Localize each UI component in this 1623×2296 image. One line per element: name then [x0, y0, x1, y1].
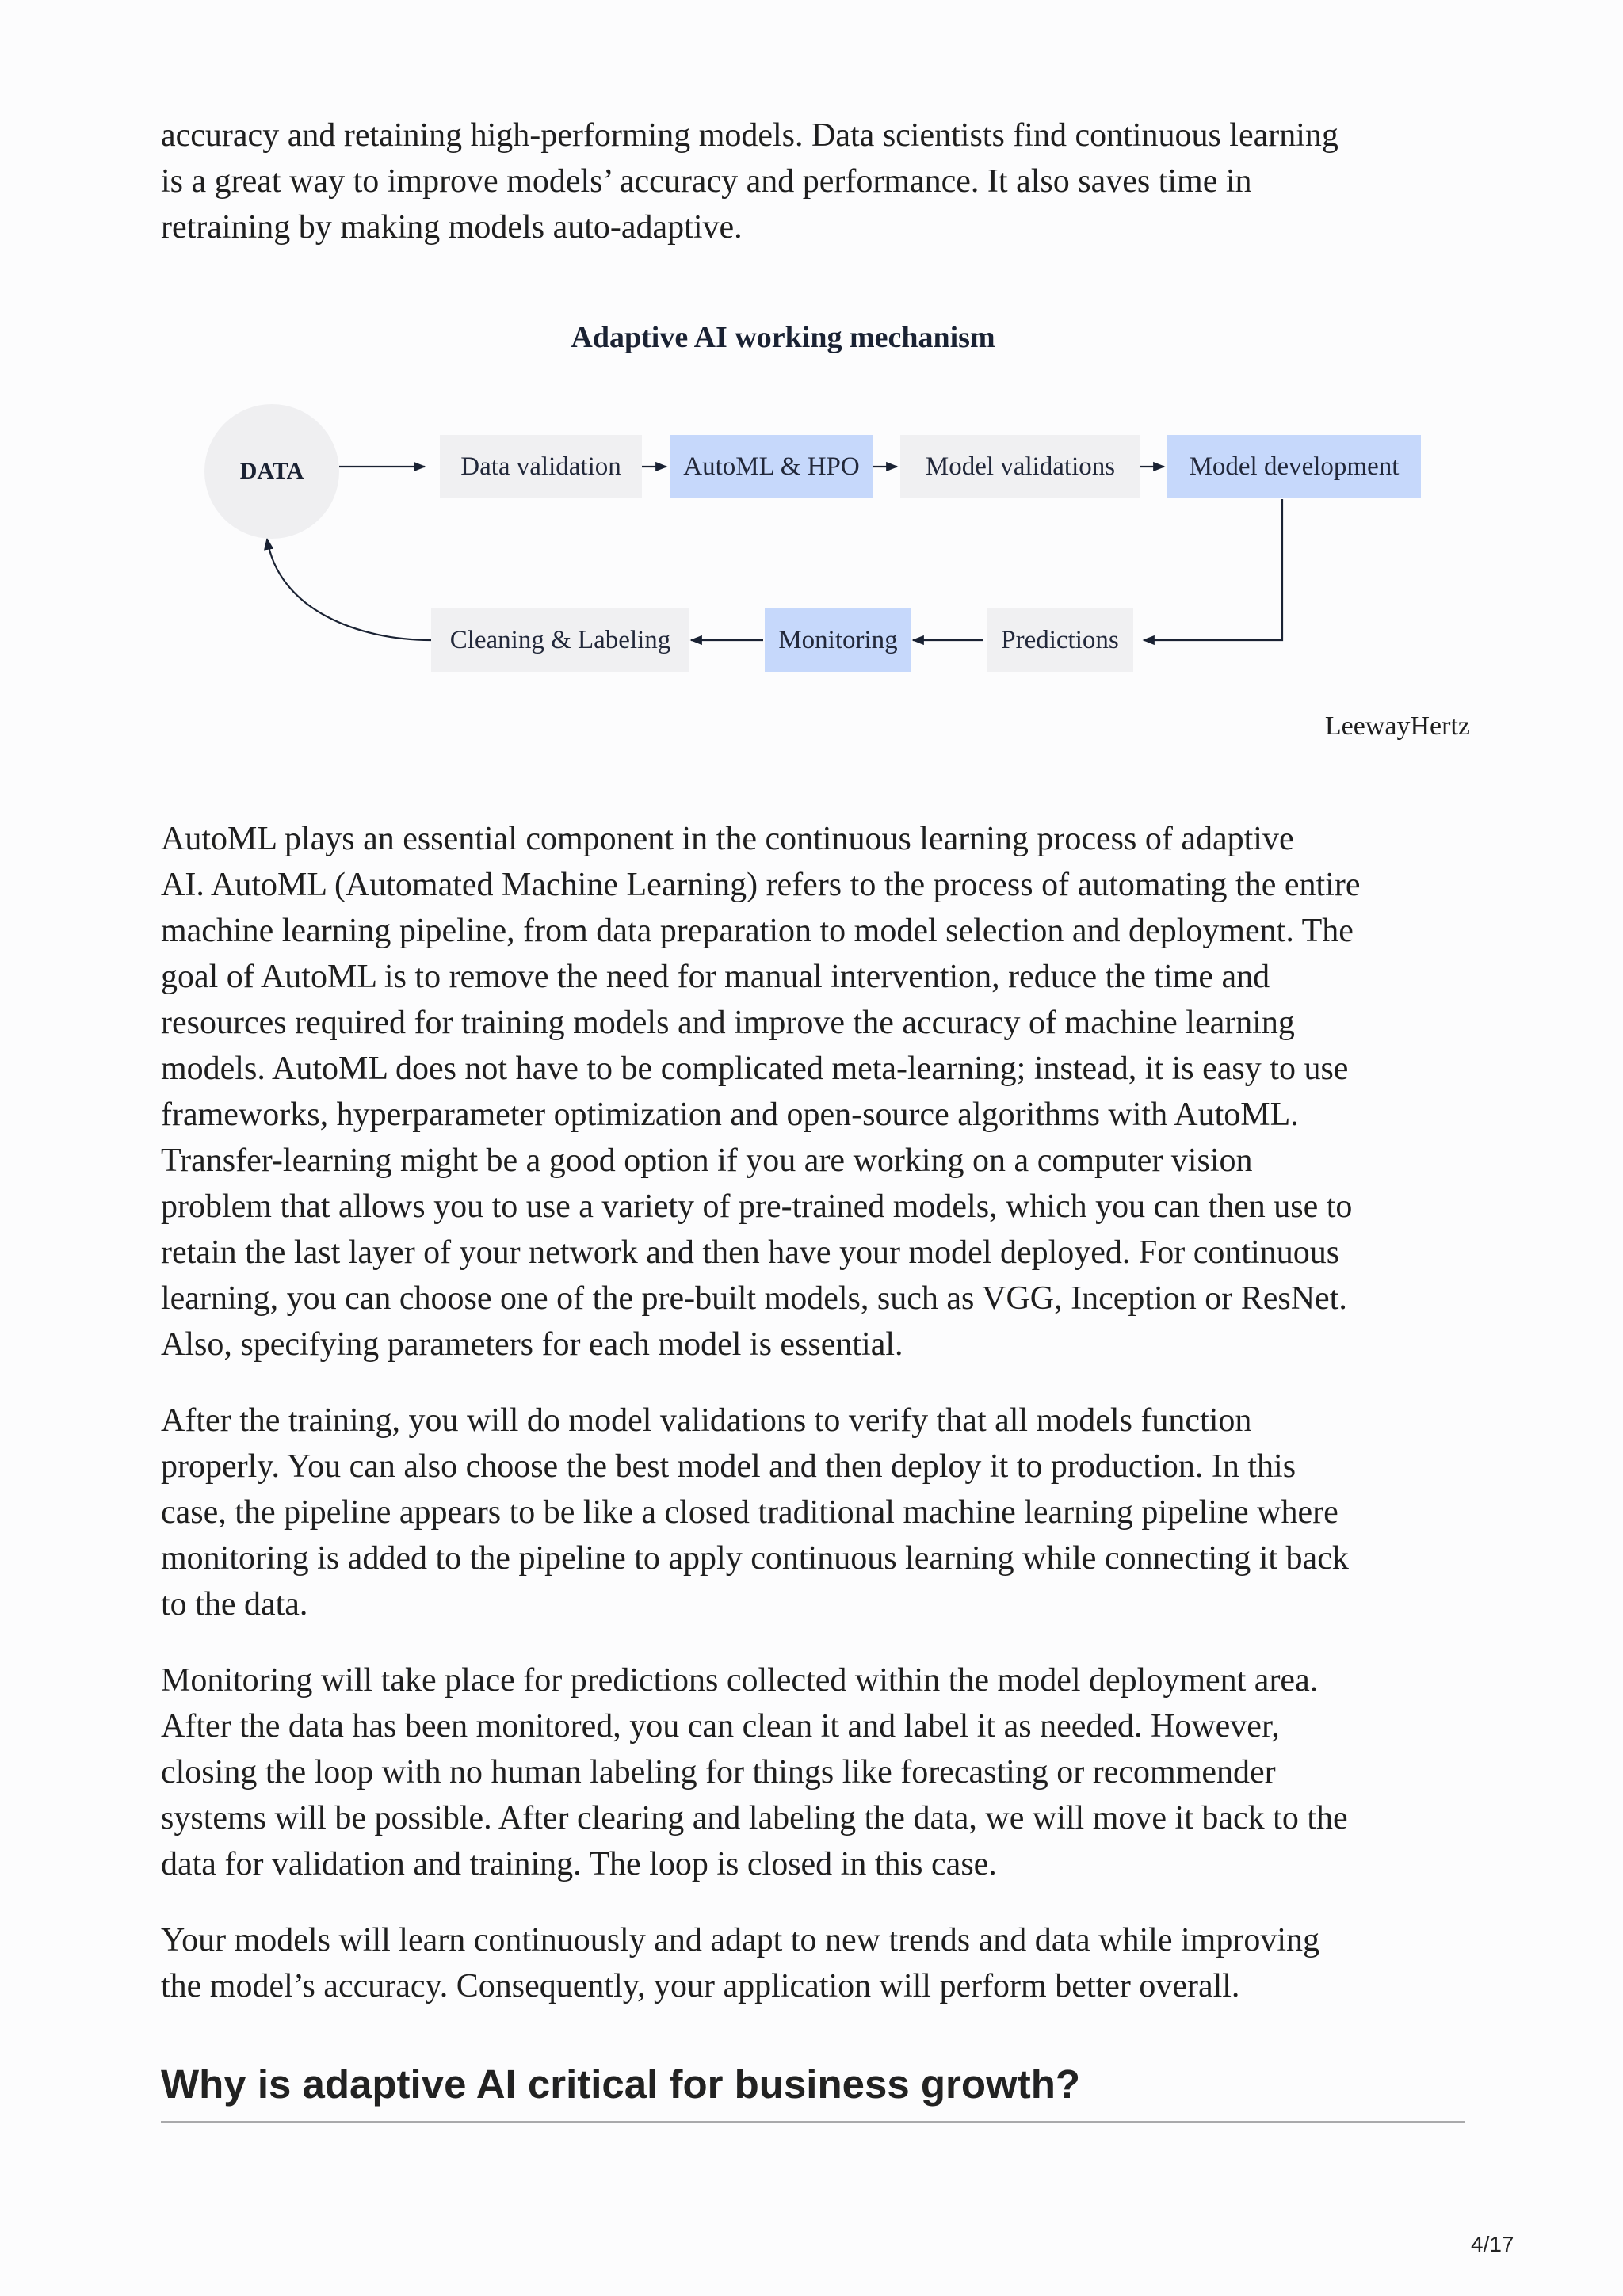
text-line: retraining by making models auto-adaptive.: [161, 209, 743, 246]
text-line: to the data.: [161, 1586, 308, 1623]
data-node: DATA: [204, 404, 339, 539]
text-line: problem that allows you to use a variety of pre-trained models, which you can then use to: [161, 1188, 1353, 1225]
intro-paragraph: [161, 113, 1476, 250]
text-line: models. AutoML does not have to be complicated meta-learning; instead, it is easy to use: [161, 1051, 1349, 1087]
node-data-validation: Data validation: [440, 435, 642, 498]
text-line: accuracy and retaining high-performing models. Data scientists find continuous learning: [161, 117, 1338, 154]
text-line: frameworks, hyperparameter optimization and open-source algorithms with AutoML.: [161, 1097, 1299, 1133]
node-predictions: Predictions: [987, 608, 1133, 672]
text-line: Also, specifying parameters for each model is essential.: [161, 1326, 903, 1363]
text-line: learning, you can choose one of the pre-built models, such as VGG, Inception or ResNet.: [161, 1280, 1347, 1317]
text-line: systems will be possible. After clearing and labeling the data, we will move it back to the: [161, 1800, 1348, 1836]
text-line: case, the pipeline appears to be like a closed traditional machine learning pipeline where: [161, 1494, 1338, 1531]
diagram-title: Adaptive AI working mechanism: [571, 321, 995, 354]
text-line: Transfer-learning might be a good option if you are working on a computer vision: [161, 1142, 1253, 1179]
text-line: retain the last layer of your network and then have your model deployed. For continuous: [161, 1234, 1340, 1271]
paragraph-automl: [161, 816, 1476, 1367]
arrow-cleaning-to-data: [267, 539, 431, 640]
diagram-connectors: [161, 301, 1476, 776]
paragraph-validations: [161, 1398, 1476, 1627]
node-model-development: Model development: [1167, 435, 1421, 498]
text-line: closing the loop with no human labeling for things like forecasting or recommender: [161, 1754, 1276, 1791]
text-line: After the training, you will do model validations to verify that all models function: [161, 1402, 1252, 1439]
text-line: AI. AutoML (Automated Machine Learning) refers to the process of automating the entire: [161, 867, 1361, 903]
section-heading: Why is adaptive AI critical for business growth?: [161, 2061, 1081, 2107]
text-line: monitoring is added to the pipeline to apply continuous learning while connecting it back: [161, 1540, 1349, 1577]
text-line: the model’s accuracy. Consequently, your application will perform better overall.: [161, 1968, 1240, 2004]
node-automl-hpo: AutoML & HPO: [670, 435, 873, 498]
arrow-development-to-predictions: [1144, 499, 1282, 640]
node-model-validations: Model validations: [900, 435, 1140, 498]
text-line: resources required for training models and improve the accuracy of machine learning: [161, 1005, 1295, 1041]
diagram-credit: LeewayHertz: [1324, 711, 1470, 741]
node-monitoring: Monitoring: [765, 608, 911, 672]
paragraph-conclusion: [161, 1917, 1476, 2009]
text-line: data for validation and training. The loop is closed in this case.: [161, 1846, 997, 1882]
adaptive-ai-diagram: [161, 301, 1476, 776]
text-line: goal of AutoML is to remove the need for manual intervention, reduce the time and: [161, 959, 1270, 995]
paragraph-monitoring: [161, 1657, 1476, 1887]
text-line: machine learning pipeline, from data preparation to model selection and deployment. The: [161, 913, 1354, 949]
text-line: AutoML plays an essential component in the continuous learning process of adaptive: [161, 821, 1294, 857]
text-line: properly. You can also choose the best model and then deploy it to production. In this: [161, 1448, 1296, 1485]
heading-divider: [161, 2121, 1465, 2123]
text-line: Your models will learn continuously and adapt to new trends and data while improving: [161, 1922, 1319, 1958]
node-cleaning-labeling: Cleaning & Labeling: [431, 608, 689, 672]
text-line: is a great way to improve models’ accuracy and performance. It also saves time in: [161, 163, 1252, 200]
text-line: Monitoring will take place for predictions collected within the model deployment area.: [161, 1662, 1319, 1699]
text-line: After the data has been monitored, you can clean it and label it as needed. However,: [161, 1708, 1280, 1745]
page-number: 4/17: [1471, 2232, 1514, 2256]
